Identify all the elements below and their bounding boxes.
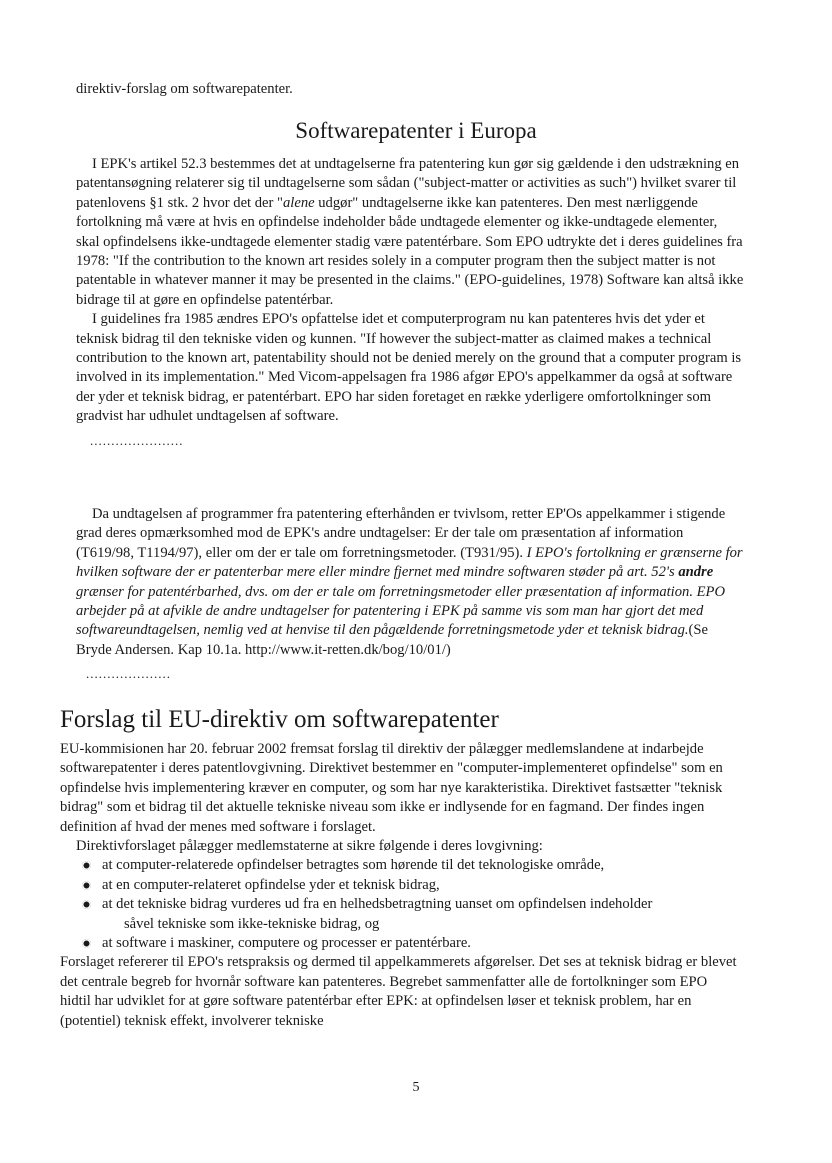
section1-paragraph-2: I guidelines fra 1985 ændres EPO's opfattelse idet et computerprogram nu kan patenteres hvis det yder et teknisk bidrag til den tekniske viden og kunnen. "If however the subject-matter as claimed makes a technical contribution to the known art, patentability should not be denied merely on the ground that a computer program is involved in its implementation." Med Vicom-appelsagen fra 1986 afgør EPO's appelkammer da også at software der yder et teknisk bidrag, er patentérbart. EPO har siden foretaget en række yderligere omfortolkninger som gradvist har udhulet undtagelsen af software. (76, 311, 742, 425)
bullet-icon (82, 881, 91, 890)
italic-passage-1: I EPO's fortolkning er grænserne for hvilken software der er patenterbar mere eller mindre fjernet med mindre softwaren støder på art. 52's (76, 544, 743, 581)
section2-paragraph-1: EU-kommisionen har 20. februar 2002 fremsat forslag til direktiv der pålægger medlemslandene at indarbejde softwarepatenter i deres patentlovgivning. Direktivet bestemmer en "computer-implementeret opfindelse" som en opfindelse hvis implementering kræver en computer, og som har nye karakteristika. Direktivet fastsætter "teknisk bidrag" som et bidrag til det aktuelle tekniske niveau som ikke er indlysende for en fagmand. Der findes ingen definition af hvad der menes med software i forslaget. (60, 741, 723, 835)
ellipsis-separator-2: .................... (86, 666, 171, 682)
section2-paragraph-2: Direktivforslaget pålægger medlemstaterne at sikre følgende i deres lovgivning: (76, 838, 543, 855)
bullet-icon (82, 900, 91, 909)
list-item: at en computer-relateret opfindelse yder et teknisk bidrag, (60, 876, 740, 895)
page-number: 5 (412, 1080, 420, 1095)
ellipsis-separator: ...................... (90, 432, 184, 448)
bullet-icon (82, 939, 91, 948)
section-title-eu-direktiv: Forslag til EU-direktiv om softwarepatenter (60, 706, 499, 733)
bold-andre: andre (678, 564, 714, 581)
section1-body (76, 155, 744, 449)
top-line-text: direktiv-forslag om softwarepatenter. (76, 81, 293, 97)
list-item: at computer-relaterede opfindelser betragtes som hørende til det teknologiske område, (60, 856, 740, 875)
section-title-softwarepatenter-i-europa: Softwarepatenter i Europa (295, 118, 537, 143)
bullet-icon (82, 861, 91, 870)
section2-paragraph-3: Forslaget refererer til EPO's retspraksis og dermed til appelkammerets afgørelser. Det ses at teknisk bidrag er blevet det centrale begreb for hvornår software kan patenteres. Begrebet sammenfatter alle de fortolkninger som EPO hidtil har udviklet for at gøre software patentérbar efter EPK: at opfindelsen løser et teknisk problem, har en (potentiel) teknisk effekt, involverer tekniske (60, 954, 737, 1029)
section1-paragraph-1: I EPK's artikel 52.3 bestemmes det at undtagelserne fra patentering kun gør sig gældende i den udstrækning en patentansøgning relaterer sig til undtagelserne som sådan ("subject-matter or activities as such") hvilket svarer til patenlovens §1 stk. 2 hvor det der "alene udgør" undtagelserne ikke kan patenteres. Den mest nærliggende fortolkning må være at hvis en opfindelse indeholder både undtagede elementer og ikke-undtagede elementer, skal opfindelsens ikke-undtagede elementer stadig være patentérbare. Som EPO udtrykte det i deres guidelines fra 1978: "If the contribution to the known art resides solely in a computer program then the subject matter is not patentable in whatever manner it may be presented in the claims." (EPO-guidelines, 1978) Software kan altså ikke bidrage til at gøre en opfindelse patentérbar. (76, 156, 744, 308)
section1-body-2 (76, 505, 744, 682)
italic-passage-2: grænser for patentérbarhed, dvs. om der er tale om forretningsmetoder eller præsentation af information. EPO arbejder på at afvikle de andre undtagelser for patentering i EPK på samme vis som man har gjort det med softwareundtagelsen, nemlig ved at henvise til den pågældende forretningsmetode yder et teknisk bidrag. (76, 583, 725, 639)
top-line (76, 80, 776, 99)
section1-paragraph-3: Da undtagelsen af programmer fra patentering efterhånden er tvivlsom, retter EP'Os appelkammer i stigende grad deres opmærksomhed mod de EPK's andre undtagelser: Er der tale om præsentation af information (T619/98, T1194/97), eller om der er tale om forretningsmetoder. (T931/95). I EPO's fortolkning er grænserne for hvilken software der er patenterbar mere eller mindre fjernet med mindre softwaren støder på art. 52's andre grænser for patentérbarhed, dvs. om der er tale om forretningsmetoder eller præsentation af information. EPO arbejder på at afvikle de andre undtagelser for patentering i EPK på samme vis som man har gjort det med softwareundtagelsen, nemlig ved at henvise til den pågældende forretningsmetode yder et teknisk bidrag.(Se Bryde Andersen. Kap 10.1a. http://www.it-retten.dk/bog/10/01/) (76, 506, 743, 658)
list-item-continuation: såvel tekniske som ikke-tekniske bidrag, og (124, 915, 380, 932)
list-item: at software i maskiner, computere og processer er patentérbare. (60, 934, 740, 953)
section2-body (60, 740, 740, 1031)
requirements-list (60, 856, 740, 953)
list-item: at det tekniske bidrag vurderes ud fra en helhedsbetragtning uanset om opfindelsen indeholder såvel tekniske som ikke-tekniske bidrag, og (60, 895, 740, 934)
emphasis-alene: alene (283, 194, 315, 211)
reference-citation: (Se Bryde Andersen. Kap 10.1a. http://www.it-retten.dk/bog/10/01/) (76, 622, 709, 658)
